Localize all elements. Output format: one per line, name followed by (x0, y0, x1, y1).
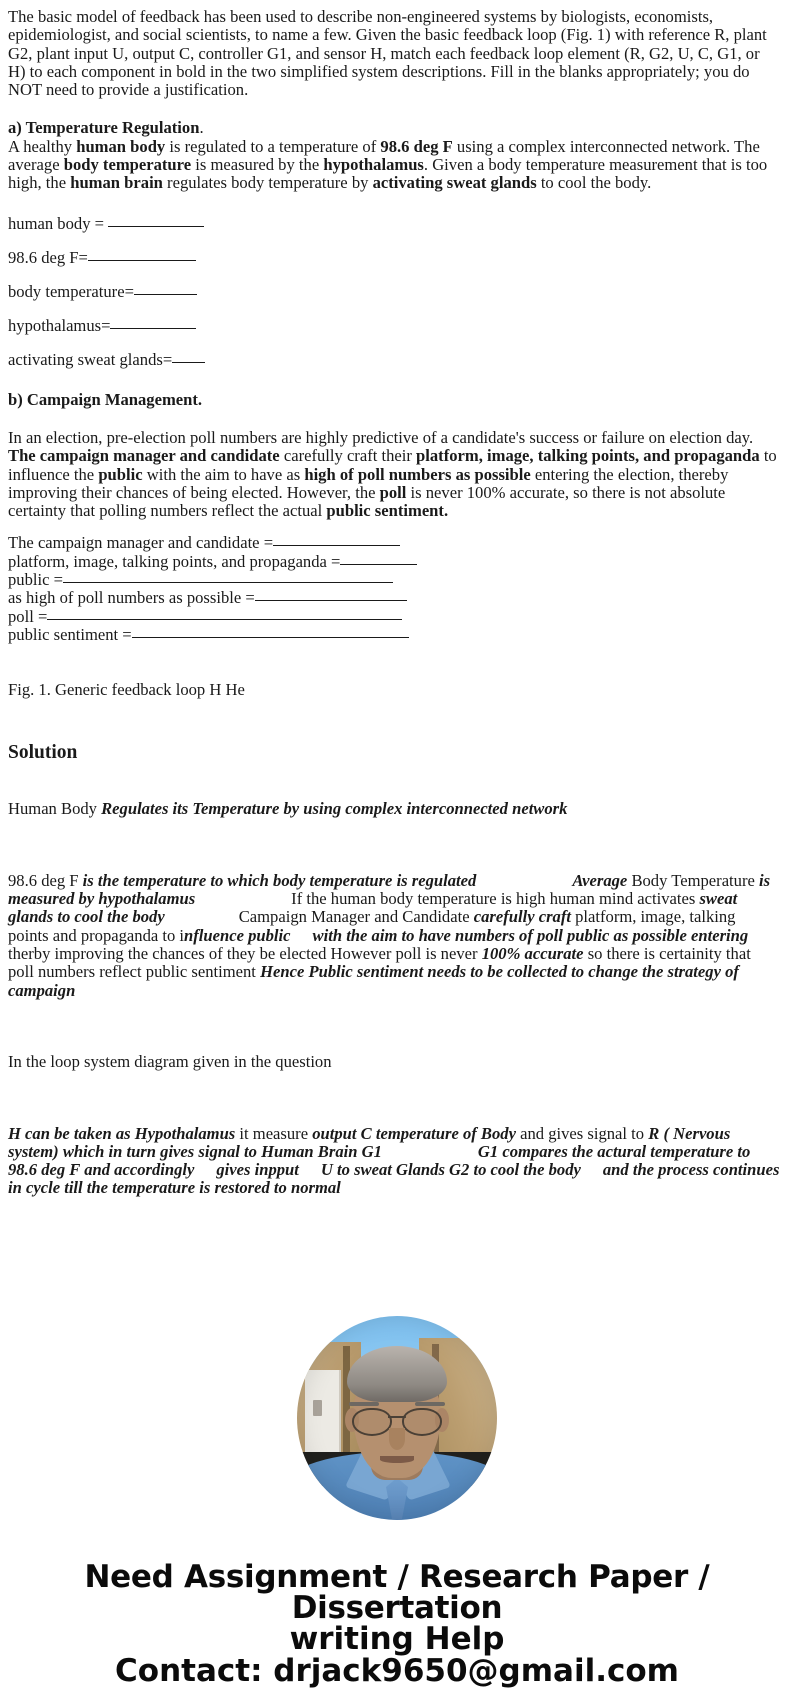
part-a-description (8, 138, 780, 193)
part-b-heading-text: b) Campaign Management. (8, 389, 203, 409)
part-b-blank-answer-blank[interactable] (63, 582, 393, 583)
sol4-s10: and the process continues in cycle till the temperature is restored to normal (8, 1160, 780, 1198)
sol4-s4: and gives signal to (515, 1123, 649, 1143)
part-b-blank-answer-blank[interactable] (132, 637, 409, 638)
part-b-description (8, 429, 780, 520)
part-a-heading-bold: a) Temperature Regulation (8, 118, 200, 138)
sol4-s5: R ( Nervous system) which in turn gives signal to Human Brain G1 (8, 1123, 731, 1161)
solution-paragraph-2 (8, 872, 780, 1000)
part-a-blank-answer-blank[interactable] (172, 362, 205, 363)
promo-line-1: Need Assignment / Research Paper / Dissertation (84, 1558, 710, 1626)
part-a-blank-list (8, 207, 780, 377)
sol2-s5: is measured by hypothalamus (8, 870, 771, 909)
pa-t5: . Given a body temperature measurement that is too high, the (8, 155, 768, 193)
sol4-s7: gives inpput (216, 1160, 299, 1180)
part-a-blank-label: human body = (8, 213, 109, 233)
part-a-blank-label: hypothalamus= (8, 315, 111, 335)
part-a-blank-row (8, 275, 780, 309)
part-a-blank-row (8, 343, 780, 377)
part-a-heading-period: . (199, 118, 204, 138)
pa-b2: 98.6 deg F (380, 136, 453, 156)
part-a-blank-label: activating sweat glands= (8, 349, 173, 369)
pa-b3: body temperature (63, 155, 192, 175)
sol2-s4: Body Temperature (627, 870, 760, 890)
sol4-s8: U to sweat Glands G2 (320, 1160, 470, 1180)
part-b-blank-label: public = (8, 570, 63, 590)
solution-paragraph-4 (8, 1125, 780, 1198)
part-b-blank-row (8, 589, 780, 607)
pb-b4: high of poll numbers as possible (304, 464, 531, 484)
pb-b1: The campaign manager and candidate (8, 446, 280, 466)
part-b-blank-row (8, 608, 780, 626)
sol2-s15: so there is certainity that poll numbers reflect public sentiment (8, 943, 751, 982)
solution-line-1 (8, 800, 780, 818)
figure-caption: Fig. 1. Generic feedback loop H He (8, 679, 245, 699)
part-a-blank-row (8, 207, 780, 241)
sol4-s3: output C temperature of Body (312, 1123, 516, 1143)
pb-b6: public sentiment. (326, 501, 449, 521)
avatar (297, 1316, 497, 1520)
sol2-s7: sweat glands to cool the body (8, 889, 738, 927)
pb-t6: is never 100% accurate, so there is not absolute certainty that polling numbers reflect the actual (8, 482, 726, 521)
sol2-s14: 100% accurate (481, 943, 584, 963)
spacer (8, 835, 780, 855)
part-a-blank-answer-blank[interactable] (134, 294, 197, 295)
sol2-s8: Campaign Manager and Candidate (238, 907, 474, 927)
part-a-heading (8, 119, 780, 137)
part-b-heading (8, 391, 780, 409)
sol1-plain: Human Body (8, 799, 102, 819)
pb-t3: to influence the (8, 446, 777, 484)
pa-t4: is measured by the (191, 155, 324, 175)
part-b-blank-answer-blank[interactable] (47, 619, 402, 620)
pb-b2: platform, image, talking points, and propaganda (416, 446, 760, 466)
part-a-blank-label: body temperature= (8, 281, 134, 301)
pa-b6: activating sweat glands (372, 173, 537, 193)
intro-paragraph: The basic model of feedback has been used to describe non-engineered systems by biologists, economists, epidemiologist, and social scientists, to name a few. Given the basic feedback loop (Fig. 1) with reference R, plant G2, plant input U, output C, controller G1, and sensor H, match each feedback loop element (R, G2, U, C, G1, or H) to each component in bold in the two simplified system descriptions. Fill in the blanks appropriately; you do NOT need to provide a justification. (8, 7, 767, 100)
photo-vignette (297, 1316, 497, 1520)
part-a-blank-row (8, 241, 780, 275)
part-b-blank-answer-blank[interactable] (340, 564, 417, 565)
pa-b4: hypothalamus (323, 155, 424, 175)
sol2-s11: nfluence public (184, 925, 291, 945)
promo-footer (0, 1558, 794, 1689)
spacer (8, 644, 780, 664)
solution-paragraph-3: In the loop system diagram given in the question (8, 1052, 332, 1072)
spacer (8, 520, 780, 534)
solution-heading: Solution (8, 741, 78, 763)
pb-t4: with the aim to have as (142, 464, 305, 484)
avatar-container (0, 1316, 794, 1520)
spacer (8, 764, 780, 784)
pa-t6: regulates body temperature by (162, 173, 373, 193)
part-b-blank-answer-blank[interactable] (273, 545, 400, 546)
pa-b1: human body (76, 136, 166, 156)
part-b-blank-row (8, 571, 780, 589)
part-a-blank-answer-blank[interactable] (110, 328, 196, 329)
pb-t1: In an election, pre-election poll numbers are highly predictive of a candidate's success or failure on election day. (8, 427, 754, 447)
pb-t2: carefully craft their (279, 446, 417, 466)
part-b-blank-label: The campaign manager and candidate = (8, 533, 274, 553)
pb-t5: entering the election, thereby improving their chances of being elected. However, the (8, 464, 729, 502)
sol2-s10: platform, image, talking points and propaganda to i (8, 907, 736, 945)
part-b-blank-label: as high of poll numbers as possible = (8, 588, 255, 608)
part-a-blank-row (8, 309, 780, 343)
sol2-s13: therby improving the chances of they be elected However poll is never (8, 943, 482, 963)
sol4-s2: it measure (235, 1123, 313, 1143)
sol2-s6: If the human body temperature is high human mind activates (291, 889, 700, 909)
spacer (8, 193, 780, 207)
part-a-blank-answer-blank[interactable] (88, 260, 196, 261)
spacer (8, 1016, 780, 1036)
part-a-blank-answer-blank[interactable] (108, 226, 204, 227)
sol1-emph: Regulates its Temperature by using complex interconnected network (101, 799, 568, 819)
spacer (8, 377, 780, 391)
part-b-blank-row (8, 534, 780, 552)
part-b-blank-answer-blank[interactable] (255, 600, 407, 601)
spacer (8, 1088, 780, 1108)
part-b-blank-label: poll = (8, 606, 48, 626)
sol4-s9: to cool the body (469, 1160, 581, 1180)
spacer (8, 716, 780, 742)
promo-contact-line: Contact: drjack9650@gmail.com (115, 1652, 679, 1689)
sol2-s12: with the aim to have numbers of poll public as possible entering (312, 925, 749, 945)
pb-b5: poll (379, 482, 407, 502)
part-a-blank-label: 98.6 deg F= (8, 247, 88, 267)
sol2-s2: is the temperature to which body temperature is regulated (82, 870, 477, 890)
sol2-s1: 98.6 deg F (8, 870, 83, 890)
part-b-blank-list (8, 534, 780, 644)
spacer (8, 99, 780, 119)
pa-t2: is regulated to a temperature of (165, 136, 381, 156)
sol4-s6: G1 compares the actural temperature to 98.6 deg F and accordingly (8, 1141, 751, 1180)
part-b-blank-label: platform, image, talking points, and propaganda = (8, 551, 341, 571)
spacer (8, 409, 780, 429)
pb-b3: public (98, 464, 143, 484)
sol2-s3: Average (572, 870, 628, 890)
pa-b5: human brain (70, 173, 163, 193)
part-b-blank-row (8, 553, 780, 571)
sol2-s16: Hence Public sentiment needs to be collected to change the strategy of campaign (8, 962, 739, 1000)
pa-t1: A healthy (8, 136, 77, 156)
sol4-s1: H can be taken as Hypothalamus (8, 1123, 236, 1143)
part-b-blank-label: public sentiment = (8, 624, 132, 644)
sol2-s9: carefully craft (473, 907, 571, 927)
promo-line-2: writing Help (289, 1620, 505, 1657)
part-b-blank-row (8, 626, 780, 644)
pa-t3: using a complex interconnected network. The average (8, 136, 760, 175)
pa-t7: to cool the body. (536, 173, 652, 193)
